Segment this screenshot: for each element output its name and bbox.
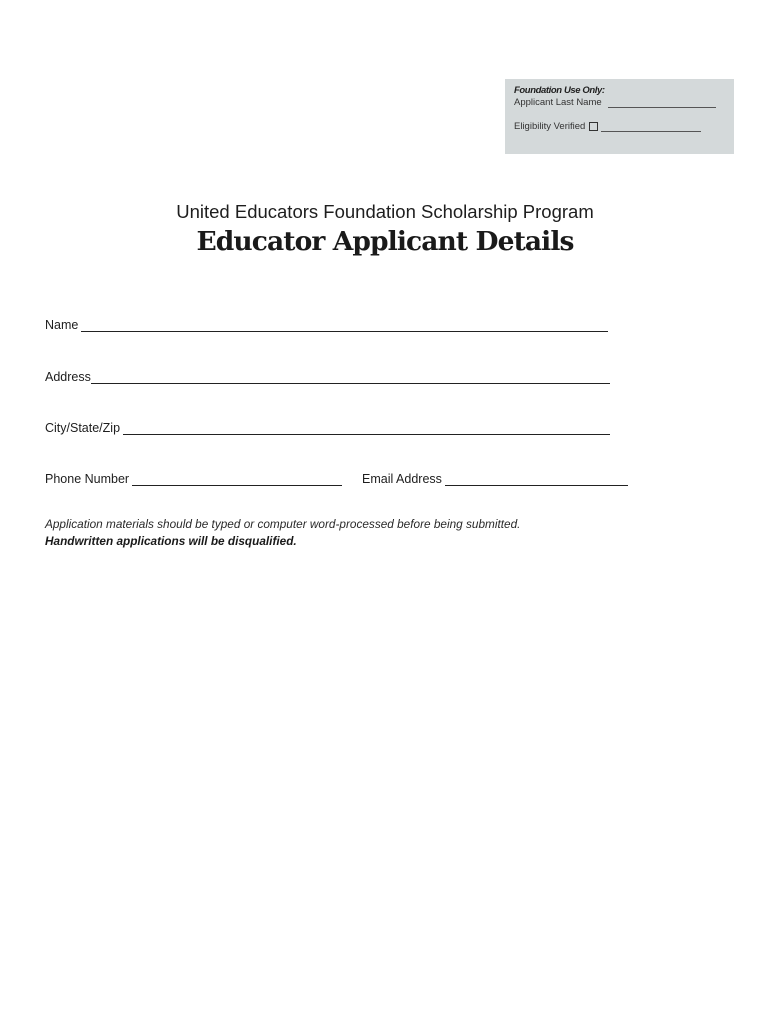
name-field[interactable] [81,319,608,332]
phone-row [45,472,342,486]
eligibility-verified-checkbox[interactable] [589,122,598,131]
phone-field[interactable] [132,473,342,486]
office-box-title: Foundation Use Only: [514,85,605,96]
notice-line-2: Handwritten applications will be disqualified. [45,534,297,548]
name-label: Name [45,318,79,332]
applicant-last-name-label: Applicant Last Name [514,97,602,108]
eligibility-verified-row [514,121,725,132]
city-state-zip-row [45,421,610,435]
address-label: Address [45,370,91,384]
city-state-zip-field[interactable] [123,422,610,435]
program-name: United Educators Foundation Scholarship Program [176,201,594,222]
page-title: Educator Applicant Details [196,226,574,257]
notice-line-1: Application materials should be typed or computer word-processed before being submitted. [45,517,521,531]
email-field[interactable] [445,473,628,486]
applicant-last-name-field[interactable] [608,97,716,108]
eligibility-verified-label: Eligibility Verified [514,121,586,132]
email-label: Email Address [362,472,442,486]
applicant-last-name-row [514,97,725,108]
eligibility-verified-field[interactable] [601,121,701,132]
submission-notice [45,516,520,550]
address-row [45,370,610,384]
city-state-zip-label: City/State/Zip [45,421,121,435]
name-row [45,318,608,332]
email-row [362,472,628,486]
address-field[interactable] [91,371,610,384]
foundation-use-only-box [505,79,734,154]
phone-label: Phone Number [45,472,130,486]
